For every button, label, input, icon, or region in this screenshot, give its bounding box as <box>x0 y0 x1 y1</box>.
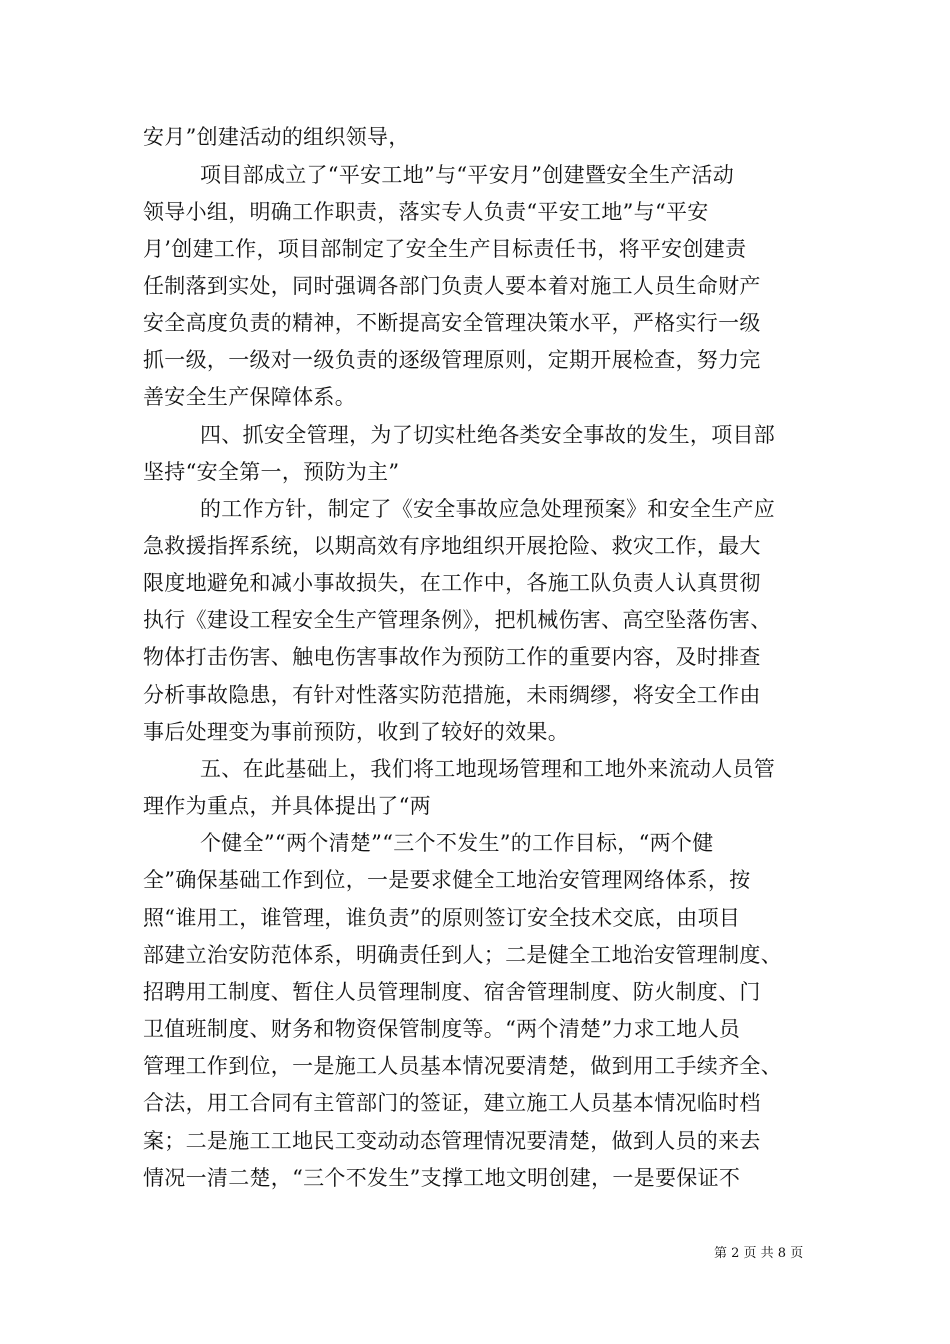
text-line: 抓一级，一级对一级负责的逐级管理原则，定期开展检查，努力完 <box>143 348 761 372</box>
text-line: 领导小组，明确工作职责，落实专人负责“平安工地”与“平安 <box>143 200 709 224</box>
text-line: 四、抓安全管理，为了切实杜绝各类安全事故的发生，项目部 <box>200 423 776 447</box>
text-line: 分析事故隐患，有针对性落实防范措施，未雨绸缪，将安全工作由 <box>143 683 761 707</box>
text-line: 执行《建设工程安全生产管理条例》，把机械伤害、高空坠落伤害、 <box>143 608 772 632</box>
text-line: 善安全生产保障体系。 <box>143 385 356 409</box>
text-line: 管理工作到位，一是施工人员基本情况要清楚，做到用工手续齐全、 <box>143 1054 782 1078</box>
text-line: 事后处理变为事前预防，收到了较好的效果。 <box>143 720 569 744</box>
text-line: 照“谁用工，谁管理，谁负责”的原则签订安全技术交底，由项目 <box>143 906 741 930</box>
text-line: 的工作方针，制定了《安全事故应急处理预案》和安全生产应 <box>200 497 776 521</box>
text-line: 项目部成立了“平安工地”与“平安月”创建暨安全生产活动 <box>200 163 735 187</box>
text-line: 五、在此基础上，我们将工地现场管理和工地外来流动人员管 <box>200 757 776 781</box>
text-line: 卫值班制度、财务和物资保管制度等。“两个清楚”力求工地人员 <box>143 1017 741 1041</box>
text-line: 限度地避免和减小事故损失，在工作中，各施工队负责人认真贯彻 <box>143 571 761 595</box>
text-line: 任制落到实处，同时强调各部门负责人要本着对施工人员生命财产 <box>143 274 761 298</box>
text-line: 理作为重点，并具体提出了“两 <box>143 794 431 818</box>
text-line: 全”确保基础工作到位，一是要求健全工地治安管理网络体系，按 <box>143 868 751 892</box>
text-line: 月’创建工作，项目部制定了安全生产目标责任书，将平安创建责 <box>143 237 747 261</box>
text-line: 招聘用工制度、暂住人员管理制度、宿舍管理制度、防火制度、门 <box>143 980 761 1004</box>
text-line: 物体打击伤害、触电伤害事故作为预防工作的重要内容，及时排查 <box>143 645 761 669</box>
text-line: 部建立治安防范体系，明确责任到人；二是健全工地治安管理制度、 <box>143 943 782 967</box>
text-line: 情况一清二楚，“三个不发生”支撑工地文明创建，一是要保证不 <box>143 1166 741 1190</box>
text-line: 急救援指挥系统，以期高效有序地组织开展抢险、救灾工作，最大 <box>143 534 761 558</box>
text-line: 安全高度负责的精神，不断提高安全管理决策水平，严格实行一级 <box>143 311 761 335</box>
text-line: 个健全”“两个清楚”“三个不发生”的工作目标，“两个健 <box>200 831 714 855</box>
text-line: 案；二是施工工地民工变动动态管理情况要清楚，做到人员的来去 <box>143 1129 761 1153</box>
text-line: 坚持“安全第一，预防为主” <box>143 460 400 484</box>
text-line: 合法，用工合同有主管部门的签证，建立施工人员基本情况临时档 <box>143 1091 761 1115</box>
text-line: 安月”创建活动的组织领导， <box>143 125 410 149</box>
page-number: 第 2 页 共 8 页 <box>714 1246 804 1261</box>
